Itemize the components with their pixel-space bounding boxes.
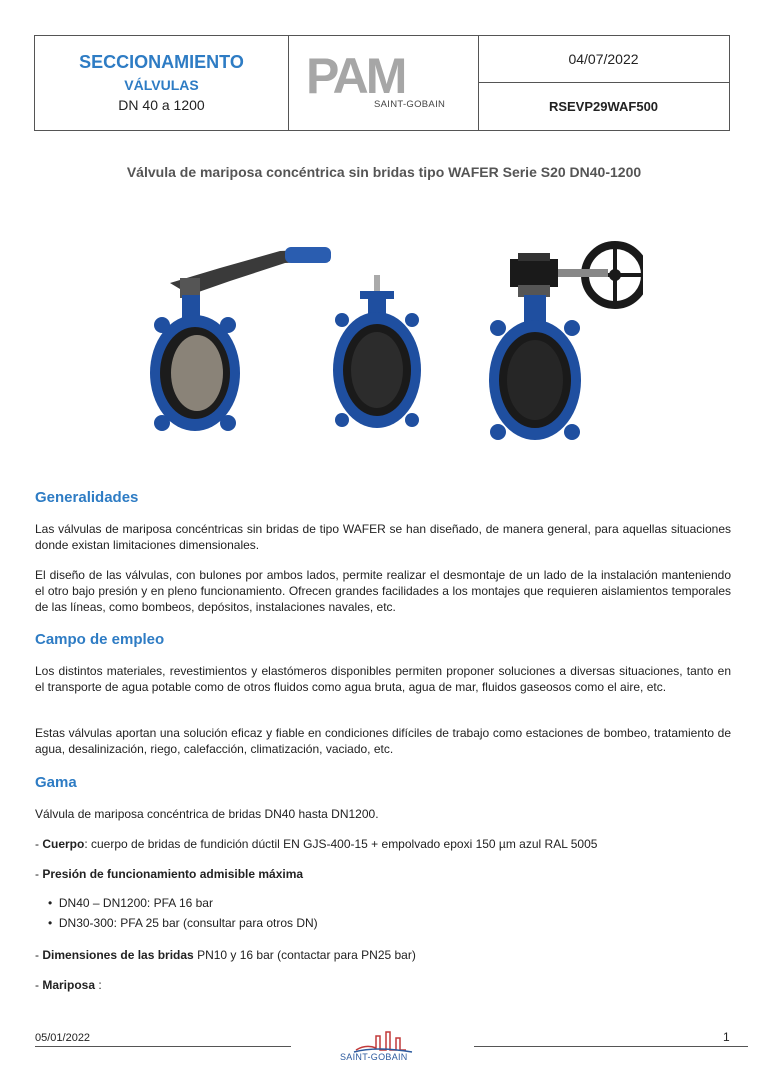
- paragraph-campo-1: Los distintos materiales, revestimientos y elastómeros disponibles permiten proponer soluciones a diversas situaciones, tanto en el transporte de agua potable como de otros fluidos como agua bruta, agua de mar, fluidos gaseosos como el aire, etc.: [35, 664, 731, 694]
- paragraph-gama-intro: Válvula de mariposa concéntrica de bridas DN40 hasta DN1200.: [35, 807, 379, 821]
- header-title-cell: [35, 36, 289, 130]
- header-reference: RSEVP29WAF500: [548, 99, 659, 114]
- header-subtitle: VÁLVULAS: [124, 77, 199, 93]
- paragraph-generalidades-1: Las válvulas de mariposa concéntricas sin bridas de tipo WAFER se han diseñado, de manera general, para aquellas situaciones donde existan limitaciones dimensionales.: [35, 522, 731, 552]
- valve-lever-image: [150, 243, 335, 443]
- label-dimensiones: Dimensiones de las bridas: [42, 948, 194, 962]
- line-cuerpo: - Cuerpo: cuerpo de bridas de fundición dúctil EN GJS-400-15 + empolvado epoxi 150 µm azul RAL 5005: [35, 837, 598, 851]
- paragraph-campo-2: Estas válvulas aportan una solución eficaz y fiable en condiciones difíciles de trabajo como estaciones de bombeo, tratamiento de agua, desalinización, riego, calefacción, climatización, vaciado, etc.: [35, 726, 731, 756]
- text-mariposa: :: [95, 978, 102, 992]
- footer-brand: SAINT-GOBAIN: [340, 1052, 408, 1062]
- heading-gama: Gama: [35, 774, 77, 791]
- valve-gearbox-image: [478, 225, 643, 445]
- footer-date: 05/01/2022: [35, 1032, 91, 1044]
- header-meta-cell: [478, 36, 729, 130]
- header-table: [34, 35, 730, 131]
- header-date: 04/07/2022: [478, 36, 729, 83]
- text-dimensiones: PN10 y 16 bar (contactar para PN25 bar): [193, 948, 416, 962]
- bullet-text: DN40 – DN1200: PFA 16 bar: [58, 896, 213, 910]
- line-mariposa: - Mariposa :: [35, 978, 102, 992]
- pam-logo: [306, 51, 460, 99]
- footer-divider-left: [35, 1046, 291, 1047]
- document-title: Válvula de mariposa concéntrica sin bridas tipo WAFER Serie S20 DN40-1200: [126, 164, 642, 180]
- paragraph-generalidades-2: El diseño de las válvulas, con bulones por ambos lados, permite realizar el desmontaje de un lado de la instalación manteniendo el otro bajo presión y en pleno funcionamiento. Ofrecen grandes facilidades a los montajes que requieren aislamientos temporales de las líneas, como bombeos, depósitos, instalaciones navales, etc.: [35, 568, 731, 614]
- pam-logo-text: PAM: [306, 51, 405, 99]
- bullet-text: DN30-300: PFA 25 bar (consultar para otros DN): [58, 916, 318, 930]
- header-brand: SAINT-GOBAIN: [374, 99, 446, 110]
- page-number: 1: [723, 1030, 730, 1044]
- text-cuerpo: : cuerpo de bridas de fundición dúctil EN GJS-400-15 + empolvado epoxi 150 µm azul RAL 5005: [84, 837, 598, 851]
- label-mariposa: Mariposa: [42, 978, 96, 992]
- valve-bare-shaft-image: [330, 275, 425, 435]
- label-cuerpo: Cuerpo: [42, 837, 85, 851]
- line-presion: - Presión de funcionamiento admisible máxima: [35, 867, 304, 881]
- header-range: DN 40 a 1200: [118, 97, 205, 113]
- line-dimensiones: - Dimensiones de las bridas PN10 y 16 bar (contactar para PN25 bar): [35, 948, 416, 962]
- bullet-item: • DN30-300: PFA 25 bar (consultar para otros DN): [48, 916, 318, 930]
- heading-generalidades: Generalidades: [35, 489, 139, 506]
- footer-divider-right: [474, 1046, 748, 1047]
- header-title: SECCIONAMIENTO: [79, 52, 244, 72]
- label-presion: Presión de funcionamiento admisible máxima: [42, 867, 304, 881]
- heading-campo-empleo: Campo de empleo: [35, 631, 165, 648]
- header-logo-cell: [288, 36, 479, 130]
- bullet-item: • DN40 – DN1200: PFA 16 bar: [48, 896, 213, 910]
